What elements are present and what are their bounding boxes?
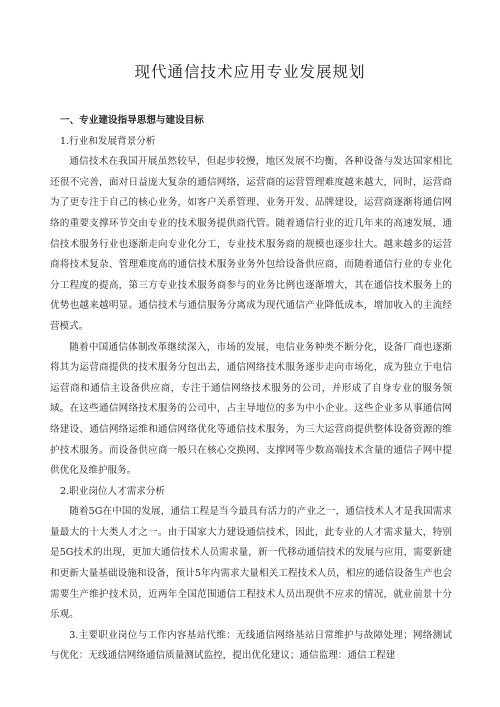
subsection-heading-industry: 1.行业和发展背景分析 <box>60 135 156 147</box>
document-title: 现代通信技术应用专业发展规划 <box>134 63 366 81</box>
subsection-heading-demand: 2.职业岗位人才需求分析 <box>60 485 166 497</box>
document-body <box>50 111 452 667</box>
paragraph-industry-1: 通信技术在我国开展虽然较早，但起步较慢，地区发展不均衡，各种设备与发达国家相比还很不完善，面对日益庞大复杂的通信网络，运营商的运营管理难度越来越大，同时，运营商为了更专注于自己的核心业务，如客户关系管理、业务开发、品牌建设，运营商逐渐将通信网络的重要支撑环节交由专业的技术服务提供商代管。随着通信行业的近几年来的高速发展，通信技术服务行业也逐渐走向专业化分工，专业技术服务商的规模也逐步壮大。越来越多的运营商将技术复杂、管理难度高的通信技术服务业务外包给设备供应商，而随着通信行业的专业化分工程度的提高，第三方专业技术服务商参与的业务比例也逐渐增大，其在通信技术服务上的优势也越来越明显。通信技术与通信服务分离成为现代通信产业降低成本，增加收入的主流经营模式。 <box>50 156 452 332</box>
subsection-heading-positions: 3.主要职业岗位与工作内容基站代维：无线通信网络基站日常维护与故障处理；网络测试与优化：无线通信网络通信质量测试监控，提出优化建议；通信监理：通信工程建 <box>50 629 452 662</box>
paragraph-demand: 随着5G在中国的发展，通信工程是当今最具有活力的产业之一，通信技术人才是我国需求量最大的十大类人才之一。由于国家大力建设通信技术，因此，此专业的人才需求量大，特别是5G技术的出现，更加大通信技术人员需求量，新一代移动通信技术的发展与应用，需要新建和更新大量基础设施和设备，预计5年内需求大量相关工程技术人员，相应的通信设备生产也会需要生产维护技术员，近两年全国范围通信工程技术人员出现供不应求的情况，就业前景十分乐观。 <box>50 506 452 621</box>
paragraph-industry-2: 随着中国通信体制改革继续深入，市场的发展，电信业务种类不断分化，设备厂商也逐渐将其为运营商提供的技术服务分包出去，通信网络技术服务逐步走向市场化，成为独立于电信运营商和通信主设备供应商，专注于通信网络技术服务的公司，并形成了自身专业的服务领域。在这些通信网络技术服务的公司中，占主导地位的多为中小企业。这些企业多从事通信网络建设、通信网络运维和通信网络优化等通信技术服务，为三大运营商提供整体设备资源的维护技术服务。而设备供应商一般只在核心交换网、支撑网等少数高端技术含量的通信子网中提供优化及维护服务。 <box>50 341 452 477</box>
section-heading: 一、专业建设指导思想与建设目标 <box>60 115 204 126</box>
